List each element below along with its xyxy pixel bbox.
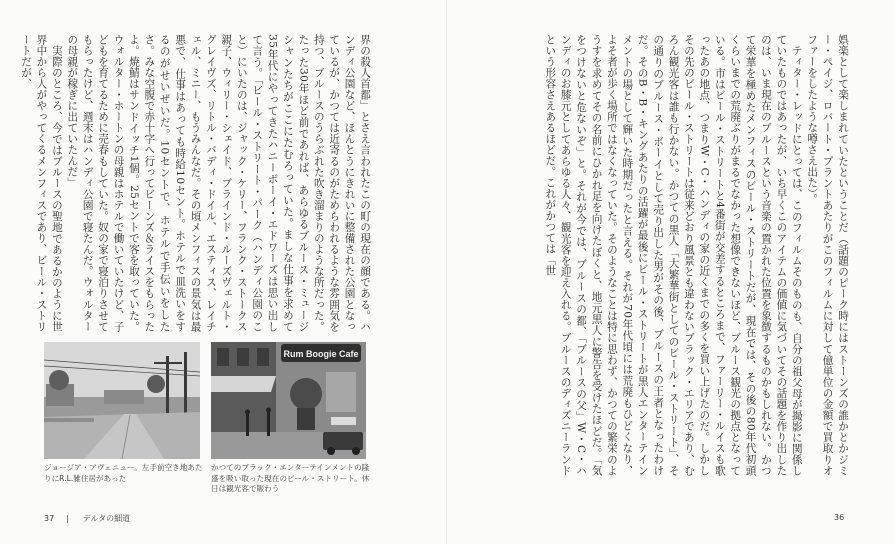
left-paragraph-2: 実際のところ、今ではブルースの聖地であるかのように世界中から人がやってくるメンフィスであり、ビール・ストリートだが、 xyxy=(20,34,63,332)
beale-street-photo-illustration xyxy=(211,342,366,459)
right-paragraph-1: 娯楽として楽しまれていたということだ（話題のピーク時にはストーンズの誰かとかジミー・ペイジ、ロバート・プラントあたりがこのフィルムに対して億単位の金額で買取りオファーをしたような噂さえ出た）。 xyxy=(806,34,849,476)
cafe-sign-text: Rum Boogie Cafe xyxy=(283,349,359,359)
beale-street-photo-caption: かつてのブラック・エンターテインメントの隆盛を吸い取った現在のビール・ストリート。休日は観光客で賑わう xyxy=(211,463,370,493)
right-paragraph-2: ティター・レッドにとっては、このフィルムそのものも、自分の祖父母が撮影に関係していたものではあったが、いち早くこのアイテムの価値に気づいてその話題を作り出したのは、いま現在のブルースという音楽の置かれた位置を象徴するものかもしれない。かつて栄華を極めたメンフィスのビール・ストリートだが、現在では、その後の80年代初頭くらいまでの荒廃ぶりがまるでなかった想像できないほど、ブルース観光の拠点となっている。市はビール・ストリートと4番街が交差するところまで、ファーリー・ルイスも歌ったあの地点、つまりW・C・ハンディの家の近くまでの多くを買い上げたのだ。しかしその先のビール・ストリートは従来どおり風景とも違わないブラック・エリアであり、むろん観光客は誰も行かない。かつての黒人「大繁華街としてのビール・ストリート」、その通りのブルース・ボーイとして売り出した男がその後、ブルースの王者となったわけだ。そのB・B・キングあたりの活躍が最後にビール・ストリートが黒人エンターテインメントの場として輝いた時期だったと言える。それが70年代頃には荒廃もひどくなり、よそ者が歩く場所ではなくなっていた。そのようなことは特に思わず、かつての繁栄のようすを求めてその名前にひかれ足を向けたぼくと、地元黒人に警告を受けたほどだ。「気をつけないと危ないぞ」と。それが今では、ブルースの都、「ブルースの父」W・C・ハンディのお膝元としてあらゆる人々、観光客を迎え入れる。ブルースのディズニーランドという形容さえあるほどだ。これがかつては「世 xyxy=(544,34,803,476)
book-gutter xyxy=(446,0,447,544)
right-page-folio xyxy=(834,513,844,522)
left-page-body-text xyxy=(20,34,372,332)
street-photo-illustration xyxy=(44,342,200,459)
left-page-number: 37 xyxy=(44,514,55,523)
folio-separator: | xyxy=(66,514,69,523)
left-paragraph-1: 界の殺人首都」とさえ言われたこの町の現在の顔である。ハンディ公園など、ほんとうにきれいに整備された公園となっているが、かつては近寄るのがためらわれるような雰囲気を持つ、ブルースのうらぶれた吹き溜まりのような所だった。たった30年ほど前であれば、あらゆるブルース・ミュージシャンたちがここにたむろっていた。ましな仕事を求めて35年代にやってきたハニーボーイ・エドワーズは思い出して言う。「ビール・ストリート・パーク（ハンディ公園のこと）にいたのは、ジャック・ケリー、フランク・ストークス親子、ウィリー・シェイド、ブラインド・ルーズヴェルト・グレイヴズ、リトル・バディ・ドイル、エスティス、レイチェル、ミニー、もうみんなだ。その頃メンフィスの景気は最悪で、仕事はあっても時給10セント。ホテルで皿洗いをするのがせいぜいだ。10セントで、ホテルで手伝いをしたさ。みな空腹で赤十字へ行ってビーンズ＆ライスをもらったよ。焼鯖はサンドイッチ1個。25セントで客を取っていた。ウォルター・ホートンの母親はホテルで働いていたけど、子どもを育てるために売春もしていた。奴の家で寝泊りさせてもらったけど、週末はハンディ公園で寝たんだ。ウォルターの母親が稼ぎに出ていたんだ」 xyxy=(66,34,371,332)
right-page-number: 36 xyxy=(834,513,845,522)
street-photo-caption: ジョージア・アヴェニュー。左手前空き地あたりにR.L.雑住居があった xyxy=(44,463,203,483)
street-photo xyxy=(44,342,200,459)
right-page-body-text xyxy=(478,34,850,476)
running-section-title: デルタの細道 xyxy=(82,514,131,523)
left-page-folio xyxy=(44,513,130,524)
beale-street-photo xyxy=(211,342,366,459)
